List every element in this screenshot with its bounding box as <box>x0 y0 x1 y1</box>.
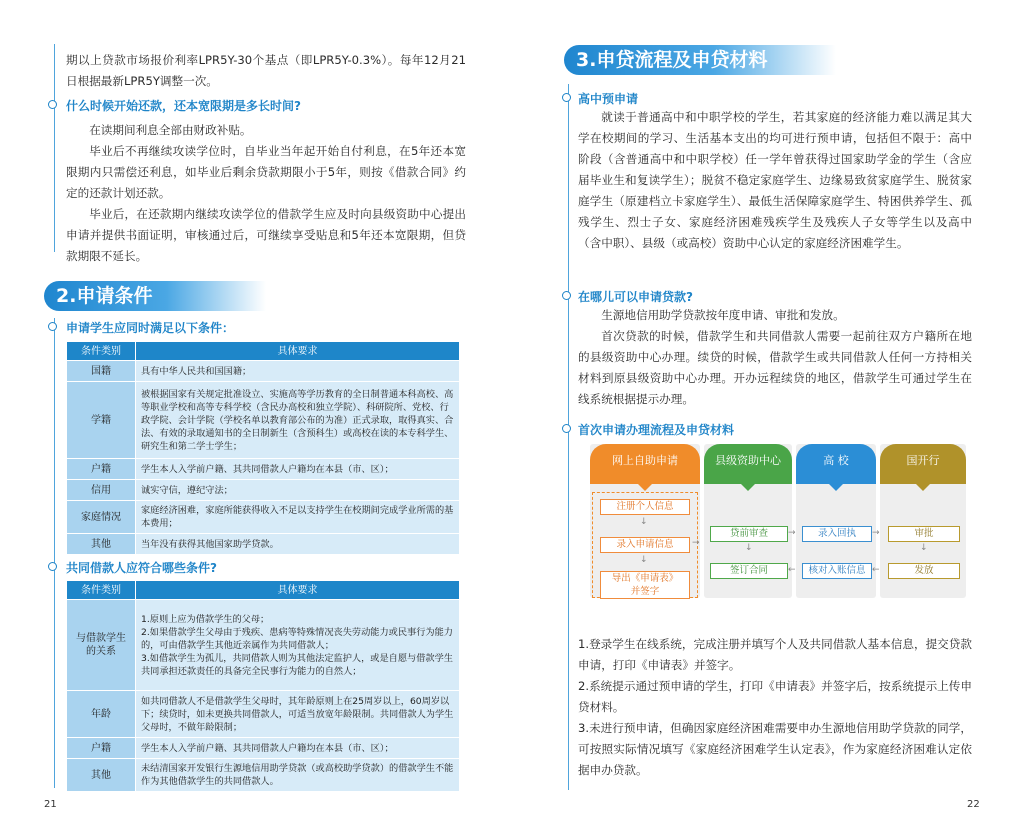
flow-header-label: 国开行 <box>906 454 940 467</box>
student-conditions-title: 申请学生应同时满足以下条件： <box>66 321 235 335</box>
arrow-right-icon: → <box>692 538 700 548</box>
bullet-ring-icon <box>562 291 571 300</box>
flow-header-label: 网上自助申请 <box>612 454 678 467</box>
row-requirement: 具有中华人民共和国国籍； <box>136 361 460 382</box>
page-number: 22 <box>967 799 980 810</box>
step-export-line1: 导出《申请表》 <box>611 573 679 584</box>
left-rule-top <box>54 44 55 252</box>
arrow-left-icon: ← <box>788 565 796 575</box>
table-row <box>67 361 460 382</box>
table-header-row <box>67 342 460 361</box>
repayment-p3: 毕业后，在还款期内继续攻读学位的借款学生应及时向县级资助中心提出申请并提供书面证明，审核通过后，可继续享受贴息和5年还本宽限期，但贷款期限不延长。 <box>66 207 466 263</box>
table-row <box>67 759 460 792</box>
row-category: 国籍 <box>67 361 136 382</box>
row-requirement: 诚实守信，遵纪守法； <box>136 480 460 501</box>
flow-header-online <box>590 444 700 484</box>
row-category: 其他 <box>67 759 136 792</box>
notch-shape <box>740 483 756 491</box>
page-number: 21 <box>44 799 57 810</box>
step-review: 贷前审查 <box>710 526 788 542</box>
step-verify-account: 核对入账信息 <box>802 563 872 579</box>
row-requirement: 学生本人入学前户籍、其共同借款人户籍均在本县（市、区）； <box>136 738 460 759</box>
table-header-requirement: 具体要求 <box>136 581 460 600</box>
flow-header-college <box>796 444 876 484</box>
notch-shape <box>915 483 931 491</box>
table-header-category: 条件类别 <box>67 581 136 600</box>
row-category: 家庭情况 <box>67 501 136 534</box>
flow-header-county <box>704 444 792 484</box>
step-export-sign <box>600 571 690 599</box>
arrow-down-icon: ↓ <box>640 517 648 527</box>
step-disburse: 发放 <box>888 563 960 579</box>
table-header-requirement: 具体要求 <box>136 342 460 361</box>
table-header-row <box>67 581 460 600</box>
table-row <box>67 382 460 459</box>
table-row <box>67 459 460 480</box>
bullet-ring-icon <box>562 93 571 102</box>
section-heading-conditions: 2.申请条件 <box>44 281 266 311</box>
table-row <box>67 501 460 534</box>
where-to-apply-p1: 生源地信用助学贷款按年度申请、审批和发放。 <box>601 308 845 322</box>
arrow-down-icon: ↓ <box>745 543 753 553</box>
row-category: 信用 <box>67 480 136 501</box>
bullet-ring-icon <box>48 562 57 571</box>
row-category: 其他 <box>67 534 136 555</box>
first-application-flow-title: 首次申请办理流程及申贷材料 <box>578 423 735 437</box>
row-category: 户籍 <box>67 738 136 759</box>
coborrower-conditions-table <box>66 580 460 792</box>
arrow-left-icon: ← <box>872 565 880 575</box>
section-heading-process: 3.申贷流程及申贷材料 <box>564 45 836 75</box>
step-sign-contract: 签订合同 <box>710 563 788 579</box>
flow-header-cdb <box>880 444 966 484</box>
step-export-line2: 并签字 <box>630 586 660 597</box>
student-conditions-table <box>66 341 460 555</box>
coborrower-conditions-title: 共同借款人应符合哪些条件? <box>66 561 217 575</box>
row-requirement: 被根据国家有关规定批准设立、实施高等学历教育的全日制普通本科高校、高等职业学校和高等专科学校（含民办高校和独立学院）、科研院所、党校、行政学院、会计学院（学校名单以教育部公布的为准）正式录取，取得真实、合法、有效的录取通知书的全日制新生（含预科生）或高校在读的本专科学生、研究生和第二学士学生； <box>136 382 460 459</box>
arrow-right-icon: → <box>788 528 796 538</box>
row-category: 户籍 <box>67 459 136 480</box>
intro-text: 期以上贷款市场报价利率LPR5Y-30个基点（即LPR5Y-0.3%）。每年12月21日根据最新LPR5Y调整一次。 <box>66 53 466 88</box>
note-3: 3.未进行预申请，但确因家庭经济困难需要申办生源地信用助学贷款的同学，可按照实际情况填写《家庭经济困难学生认定表》，作为家庭经济困难认定依据申办贷款。 <box>578 721 972 777</box>
step-enter-info: 录入申请信息 <box>600 537 690 553</box>
step-register: 注册个人信息 <box>600 499 690 515</box>
flow-header-label: 高 校 <box>823 454 849 467</box>
right-rule <box>568 84 569 790</box>
step-receipt: 录入回执 <box>802 526 872 542</box>
note-2: 2.系统提示通过预申请的学生，打印《申请表》并签字后，按系统提示上传申贷材料。 <box>578 679 972 714</box>
question-repayment: 什么时候开始还款，还本宽限期是多长时间? <box>66 99 301 113</box>
bullet-ring-icon <box>48 100 57 109</box>
bullet-ring-icon <box>562 424 571 433</box>
repayment-p2: 毕业后不再继续攻读学位时，自毕业当年起开始自付利息，在5年还本宽限期内只需偿还利息，如毕业后剩余贷款期限小于5年，则按《借款合同》约定的还款计划还款。 <box>66 144 466 200</box>
row-requirement: 当年没有获得其他国家助学贷款。 <box>136 534 460 555</box>
table-row <box>67 600 460 691</box>
table-row <box>67 534 460 555</box>
row-category: 与借款学生的关系 <box>67 600 136 691</box>
note-1: 1.登录学生在线系统，完成注册并填写个人及共同借款人基本信息，提交贷款申请，打印《申请表》并签字。 <box>578 637 972 672</box>
pre-application-title: 高中预申请 <box>578 92 639 106</box>
step-approve: 审批 <box>888 526 960 542</box>
row-requirement: 家庭经济困难，家庭所能获得收入不足以支持学生在校期间完成学业所需的基本费用； <box>136 501 460 534</box>
row-category: 学籍 <box>67 382 136 459</box>
arrow-right-icon: → <box>872 528 880 538</box>
row-category: 年龄 <box>67 691 136 738</box>
repayment-p1: 在读期间利息全部由财政补贴。 <box>89 123 252 137</box>
left-rule-bottom <box>54 318 55 788</box>
where-to-apply-p2: 首次贷款的时候，借款学生和共同借款人需要一起前往双方户籍所在地的县级资助中心办理。续贷的时候，借款学生或共同借款人任何一方持相关材料到原县级资助中心办理。开办远程续贷的地区，借款学生可通过学生在线系统根据提示办理。 <box>578 329 972 406</box>
row-requirement: 如共同借款人不是借款学生父母时，其年龄原则上在25周岁以上，60周岁以下；续贷时，如未更换共同借款人，可适当放宽年龄限制。共同借款人为学生父母时，不做年龄限制； <box>136 691 460 738</box>
table-row <box>67 480 460 501</box>
pre-application-text: 就读于普通高中和中职学校的学生，若其家庭的经济能力难以满足其大学在校期间的学习、生活基本支出的均可进行预申请，包括但不限于：高中阶段（含普通高中和中职学校）任一学年曾获得过国家助学金的学生（含应届毕业生和复读学生）；脱贫不稳定家庭学生、边缘易致贫家庭学生、脱贫家庭学生（原建档立卡家庭学生）、最低生活保障家庭学生、特困供养学生、孤残学生、烈士子女、家庭经济困难残疾学生及残疾人子女等学生以及高中（含中职）、县级（或高校）资助中心认定的家庭经济困难学生。 <box>578 110 972 250</box>
row-requirement: 1.原则上应为借款学生的父母； 2.如果借款学生父母由于残疾、患病等特殊情况丧失劳动能力或民事行为能力的，可由借款学生其他近亲属作为共同借款人； 3.如借款学生为孤儿，共同借款人则为其他法定监护人，或是自愿与借款学生共同承担还款责任的具备完全民事行为能力的自然人； <box>136 600 460 691</box>
arrow-down-icon: ↓ <box>920 543 928 553</box>
table-row <box>67 691 460 738</box>
notch-shape <box>828 483 844 491</box>
arrow-down-icon: ↓ <box>640 555 648 565</box>
application-flowchart <box>590 444 966 600</box>
flow-header-label: 县级资助中心 <box>715 454 781 467</box>
bullet-ring-icon <box>48 322 57 331</box>
table-header-category: 条件类别 <box>67 342 136 361</box>
row-requirement: 学生本人入学前户籍、其共同借款人户籍均在本县（市、区）； <box>136 459 460 480</box>
where-to-apply-title: 在哪儿可以申请贷款? <box>578 290 693 304</box>
notch-shape <box>637 483 653 491</box>
row-requirement: 未结清国家开发银行生源地信用助学贷款（或高校助学贷款）的借款学生不能作为其他借款学生的共同借款人。 <box>136 759 460 792</box>
right-page <box>512 0 1024 837</box>
table-row <box>67 738 460 759</box>
